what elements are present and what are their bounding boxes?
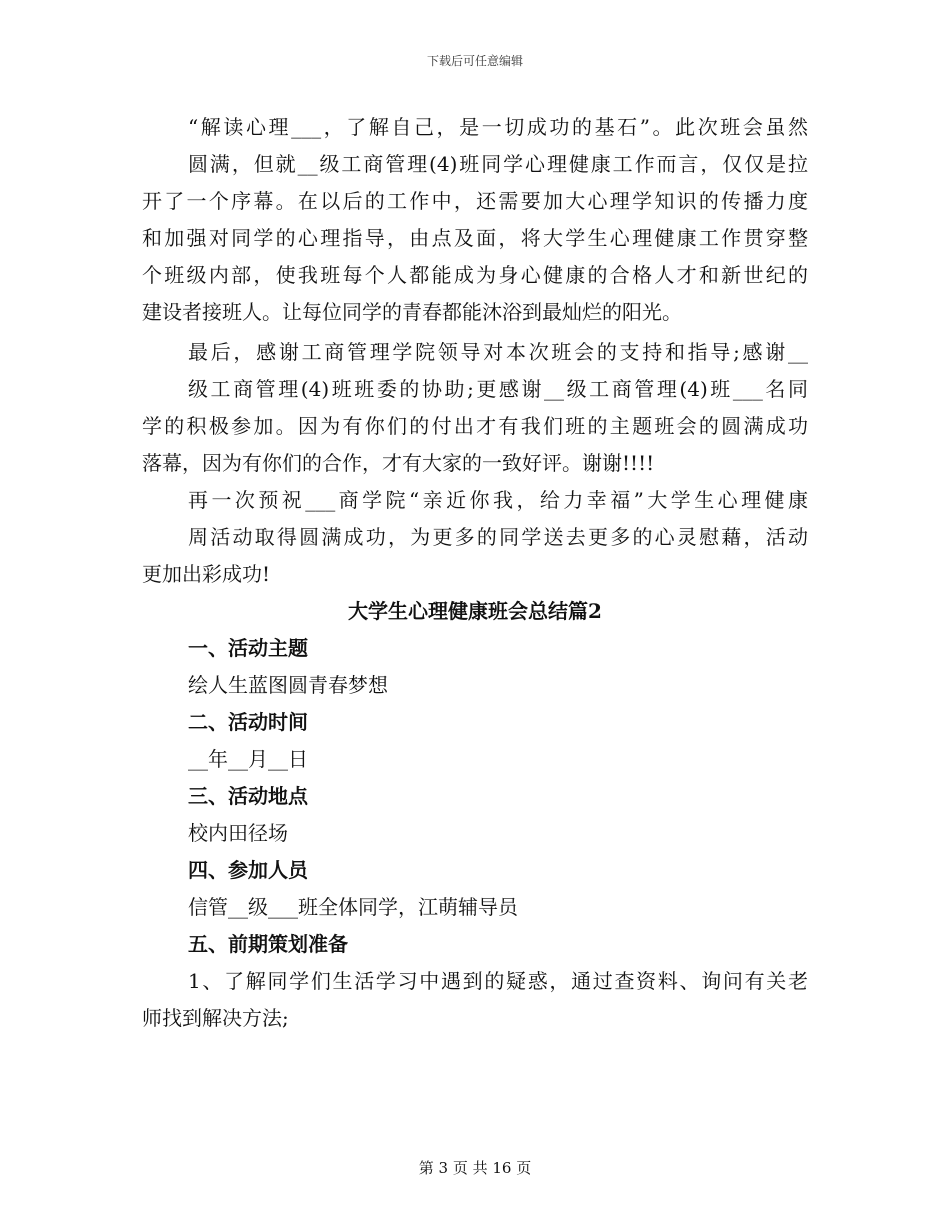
body-line: 圆满，但就__级工商管理(4)班同学心理健康工作而言，仅仅是拉	[188, 152, 808, 176]
section-heading: 五、前期策划准备	[188, 932, 348, 956]
body-line: 落幕，因为有你们的合作，才有大家的一致好评。谢谢!!!!	[142, 451, 655, 475]
body-line: 开了一个序幕。在以后的工作中，还需要加大心理学知识的传播力度	[142, 189, 808, 213]
body-line: 学的积极参加。因为有你们的付出才有我们班的主题班会的圆满成功	[142, 414, 808, 438]
section-heading: 二、活动时间	[188, 710, 308, 734]
section-heading: 一、活动主题	[188, 636, 308, 660]
body-line: 最后，感谢工商管理学院领导对本次班会的支持和指导;感谢__	[188, 340, 808, 364]
body-line: 个班级内部，使我班每个人都能成为身心健康的合格人才和新世纪的	[142, 263, 808, 287]
section-content: 绘人生蓝图圆青春梦想	[188, 673, 388, 697]
body-line: 级工商管理(4)班班委的协助;更感谢__级工商管理(4)班___名同	[188, 377, 808, 401]
body-line: 和加强对同学的心理指导，由点及面，将大学生心理健康工作贯穿整	[142, 226, 808, 250]
body-line: 建设者接班人。让每位同学的青春都能沐浴到最灿烂的阳光。	[142, 300, 682, 324]
section-content: 校内田径场	[188, 821, 288, 845]
prep-line: 1、了解同学们生活学习中遇到的疑惑，通过查资料、询问有关老	[188, 969, 808, 993]
body-line: 更加出彩成功!	[142, 562, 271, 586]
body-line: “解读心理___，了解自己，是一切成功的基石”。此次班会虽然	[188, 115, 808, 139]
prep-line: 师找到解决方法;	[142, 1006, 289, 1030]
body-line: 周活动取得圆满成功，为更多的同学送去更多的心灵慰藉，活动	[188, 525, 808, 549]
section-heading: 四、参加人员	[188, 858, 308, 882]
page-number: 第 3 页 共 16 页	[418, 1159, 532, 1177]
body-line: 再一次预祝___商学院“亲近你我，给力幸福”大学生心理健康	[188, 488, 808, 512]
section-title: 大学生心理健康班会总结篇2	[348, 599, 602, 623]
section-heading: 三、活动地点	[188, 784, 308, 808]
page-header-note: 下载后可任意编辑	[426, 54, 523, 68]
section-content: __年__月__日	[188, 747, 308, 771]
section-content: 信管__级___班全体同学，江萌辅导员	[188, 895, 518, 919]
